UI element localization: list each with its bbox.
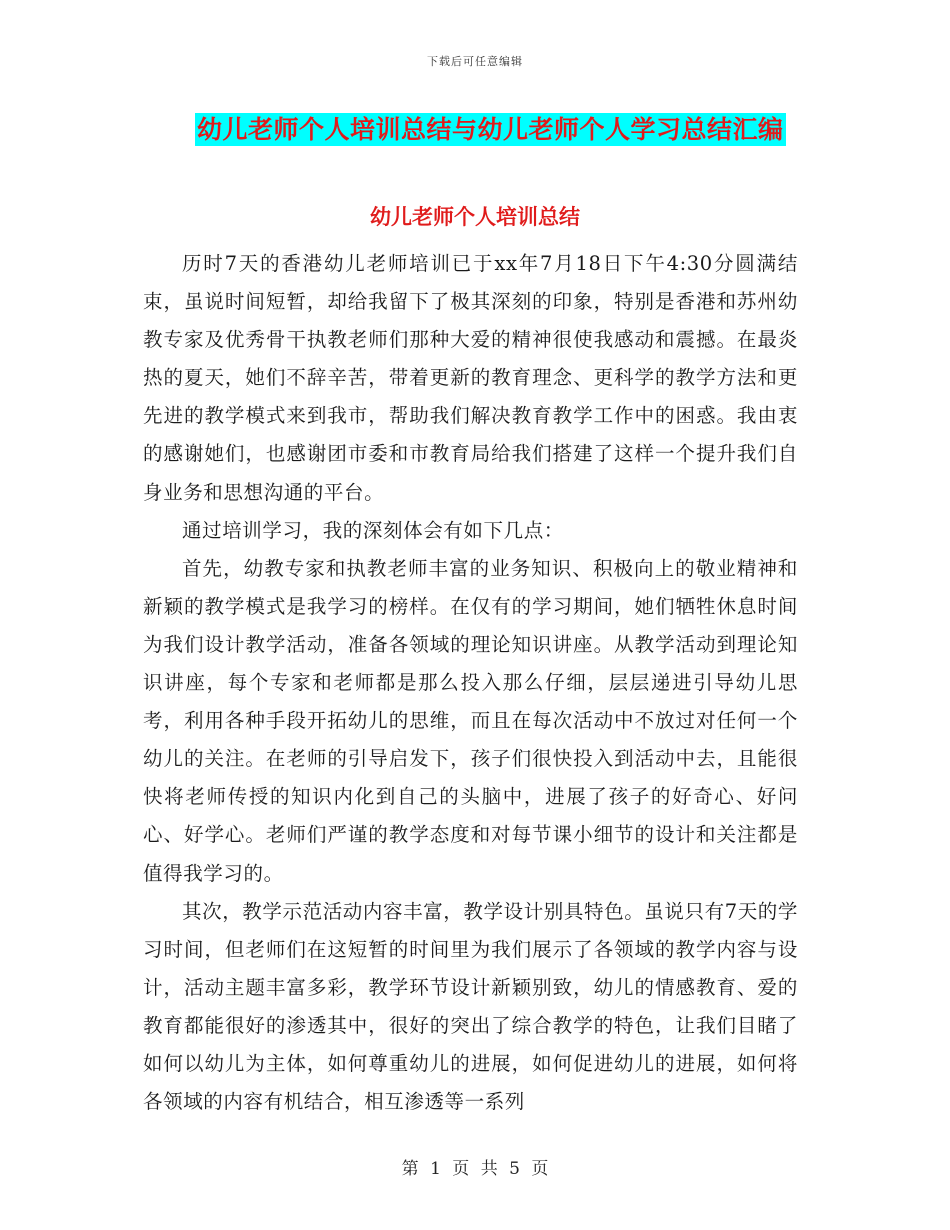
document-body bbox=[143, 245, 798, 1121]
body-paragraph: 通过培训学习，我的深刻体会有如下几点： bbox=[182, 518, 564, 542]
page-header-note: 下载后可任意编辑 bbox=[427, 55, 523, 68]
body-paragraph: 其次，教学示范活动内容丰富，教学设计别具特色。虽说只有7天的学习时间，但老师们在这短暂的时间里为我们展示了各领域的教学内容与设计，活动主题丰富多彩，教学环节设计新颖别致，幼儿的情感教育、爱的教育都能很好的渗透其中，很好的突出了综合教学的特色，让我们目睹了如何以幼儿为主体，如何尊重幼儿的进展，如何促进幼儿的进展，如何将各领域的内容有机结合，相互渗透等一系列 bbox=[143, 899, 799, 1114]
section-title: 幼儿老师个人培训总结 bbox=[370, 204, 580, 229]
document-title: 幼儿老师个人培训总结与幼儿老师个人学习总结汇编 bbox=[197, 115, 784, 144]
body-paragraph: 历时7天的香港幼儿老师培训已于xx年7月18日下午4:30分圆满结束，虽说时间短暂，却给我留下了极其深刻的印象，特别是香港和苏州幼教专家及优秀骨干执教老师们那种大爱的精神很使我感动和震撼。在最炎热的夏天，她们不辞辛苦，带着更新的教育理念、更科学的教学方法和更先进的教学模式来到我市，帮助我们解决教育教学工作中的困惑。我由衷的感谢她们，也感谢团市委和市教育局给我们搭建了这样一个提升我们自身业务和思想沟通的平台。 bbox=[143, 252, 798, 504]
body-paragraph: 首先，幼教专家和执教老师丰富的业务知识、积极向上的敬业精神和新颖的教学模式是我学习的榜样。在仅有的学习期间，她们牺牲休息时间为我们设计教学活动，准备各领域的理论知识讲座。从教学活动到理论知识讲座，每个专家和老师都是那么投入那么仔细，层层递进引导幼儿思考，利用各种手段开拓幼儿的思维，而且在每次活动中不放过对任何一个幼儿的关注。在老师的引导启发下，孩子们很快投入到活动中去，且能很快将老师传授的知识内化到自己的头脑中，进展了孩子的好奇心、好问心、好学心。老师们严谨的教学态度和对每节课小细节的设计和关注都是值得我学习的。 bbox=[143, 556, 798, 885]
page-number-footer: 第 1 页 共 5 页 bbox=[401, 1159, 549, 1179]
